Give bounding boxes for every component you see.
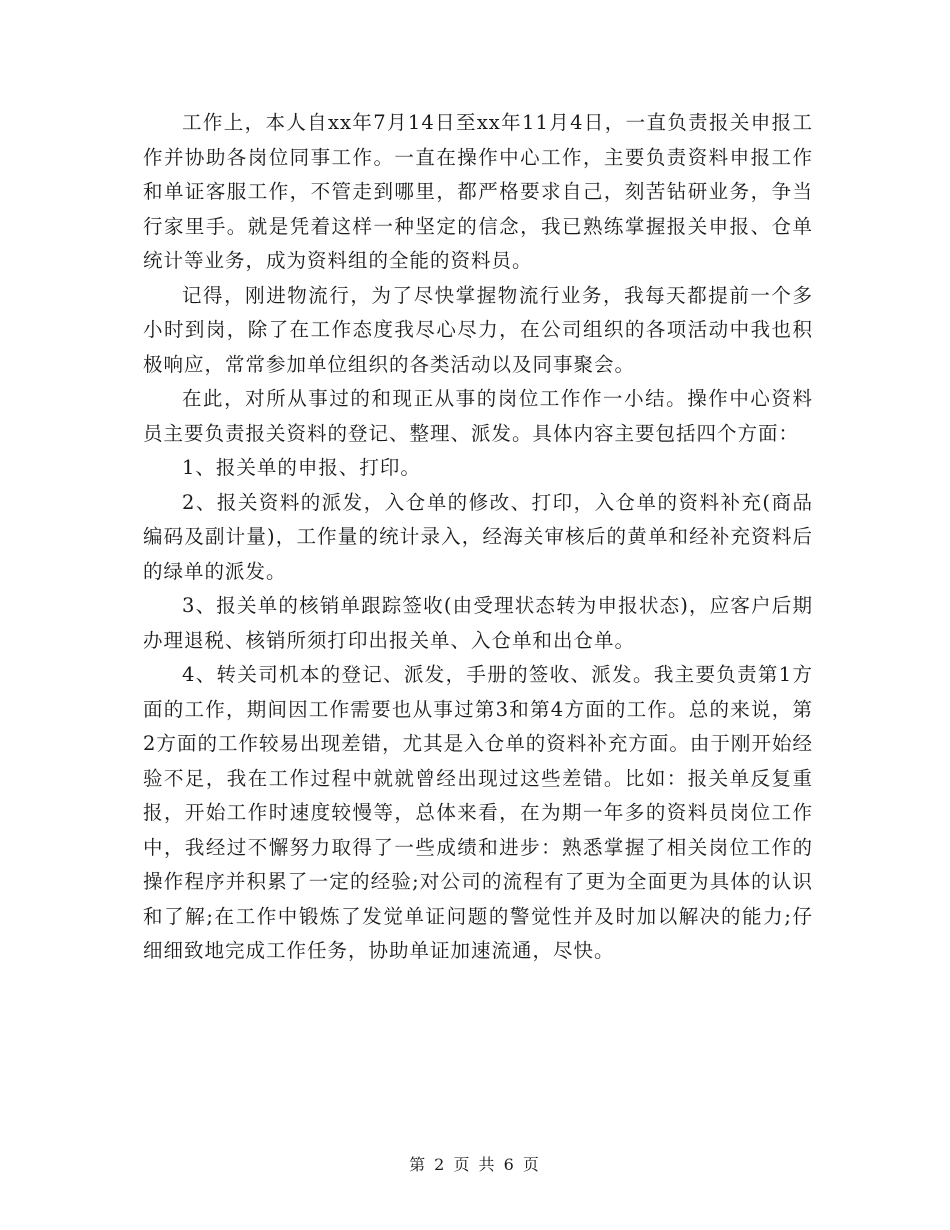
paragraph: 记得，刚进物流行，为了尽快掌握物流行业务，我每天都提前一个多小时到岗，除了在工作态度我尽心尽力，在公司组织的各项活动中我也积极响应，常常参加单位组织的各类活动以及同事聚会。	[143, 283, 813, 376]
list-item: 2、报关资料的派发，入仓单的修改、打印，入仓单的资料补充(商品编码及副计量)，工作量的统计录入，经海关审核后的黄单和经补充资料后的绿单的派发。	[143, 490, 813, 583]
list-item: 3、报关单的核销单跟踪签收(由受理状态转为申报状态)，应客户后期办理退税、核销所须打印出报关单、入仓单和出仓单。	[143, 594, 813, 652]
list-item: 4、转关司机本的登记、派发，手册的签收、派发。我主要负责第1方面的工作，期间因工作需要也从事过第3和第4方面的工作。总的来说，第2方面的工作较易出现差错，尤其是入仓单的资料补充方面。由于刚开始经验不足，我在工作过程中就就曾经出现过这些差错。比如：报关单反复重报，开始工作时速度较慢等，总体来看，在为期一年多的资料员岗位工作中，我经过不懈努力取得了一些成绩和进步：熟悉掌握了相关岗位工作的操作程序并积累了一定的经验;对公司的流程有了更为全面更为具体的认识和了解;在工作中锻炼了发觉单证问题的警觉性并及时加以解决的能力;仔细细致地完成工作任务，协助单证加速流通，尽快。	[143, 663, 813, 962]
page-number-footer: 第 2 页 共 6 页	[409, 1155, 541, 1174]
paragraph: 在此，对所从事过的和现正从事的岗位工作作一小结。操作中心资料员主要负责报关资料的登记、整理、派发。具体内容主要包括四个方面：	[143, 387, 813, 445]
document-body	[143, 106, 813, 969]
paragraph: 工作上，本人自xx年7月14日至xx年11月4日，一直负责报关申报工作并协助各岗位同事工作。一直在操作中心工作，主要负责资料申报工作和单证客服工作，不管走到哪里，都严格要求自己，刻苦钻研业务，争当行家里手。就是凭着这样一种坚定的信念，我已熟练掌握报关申报、仓单统计等业务，成为资料组的全能的资料员。	[143, 111, 813, 272]
list-item: 1、报关单的申报、打印。	[182, 456, 421, 479]
